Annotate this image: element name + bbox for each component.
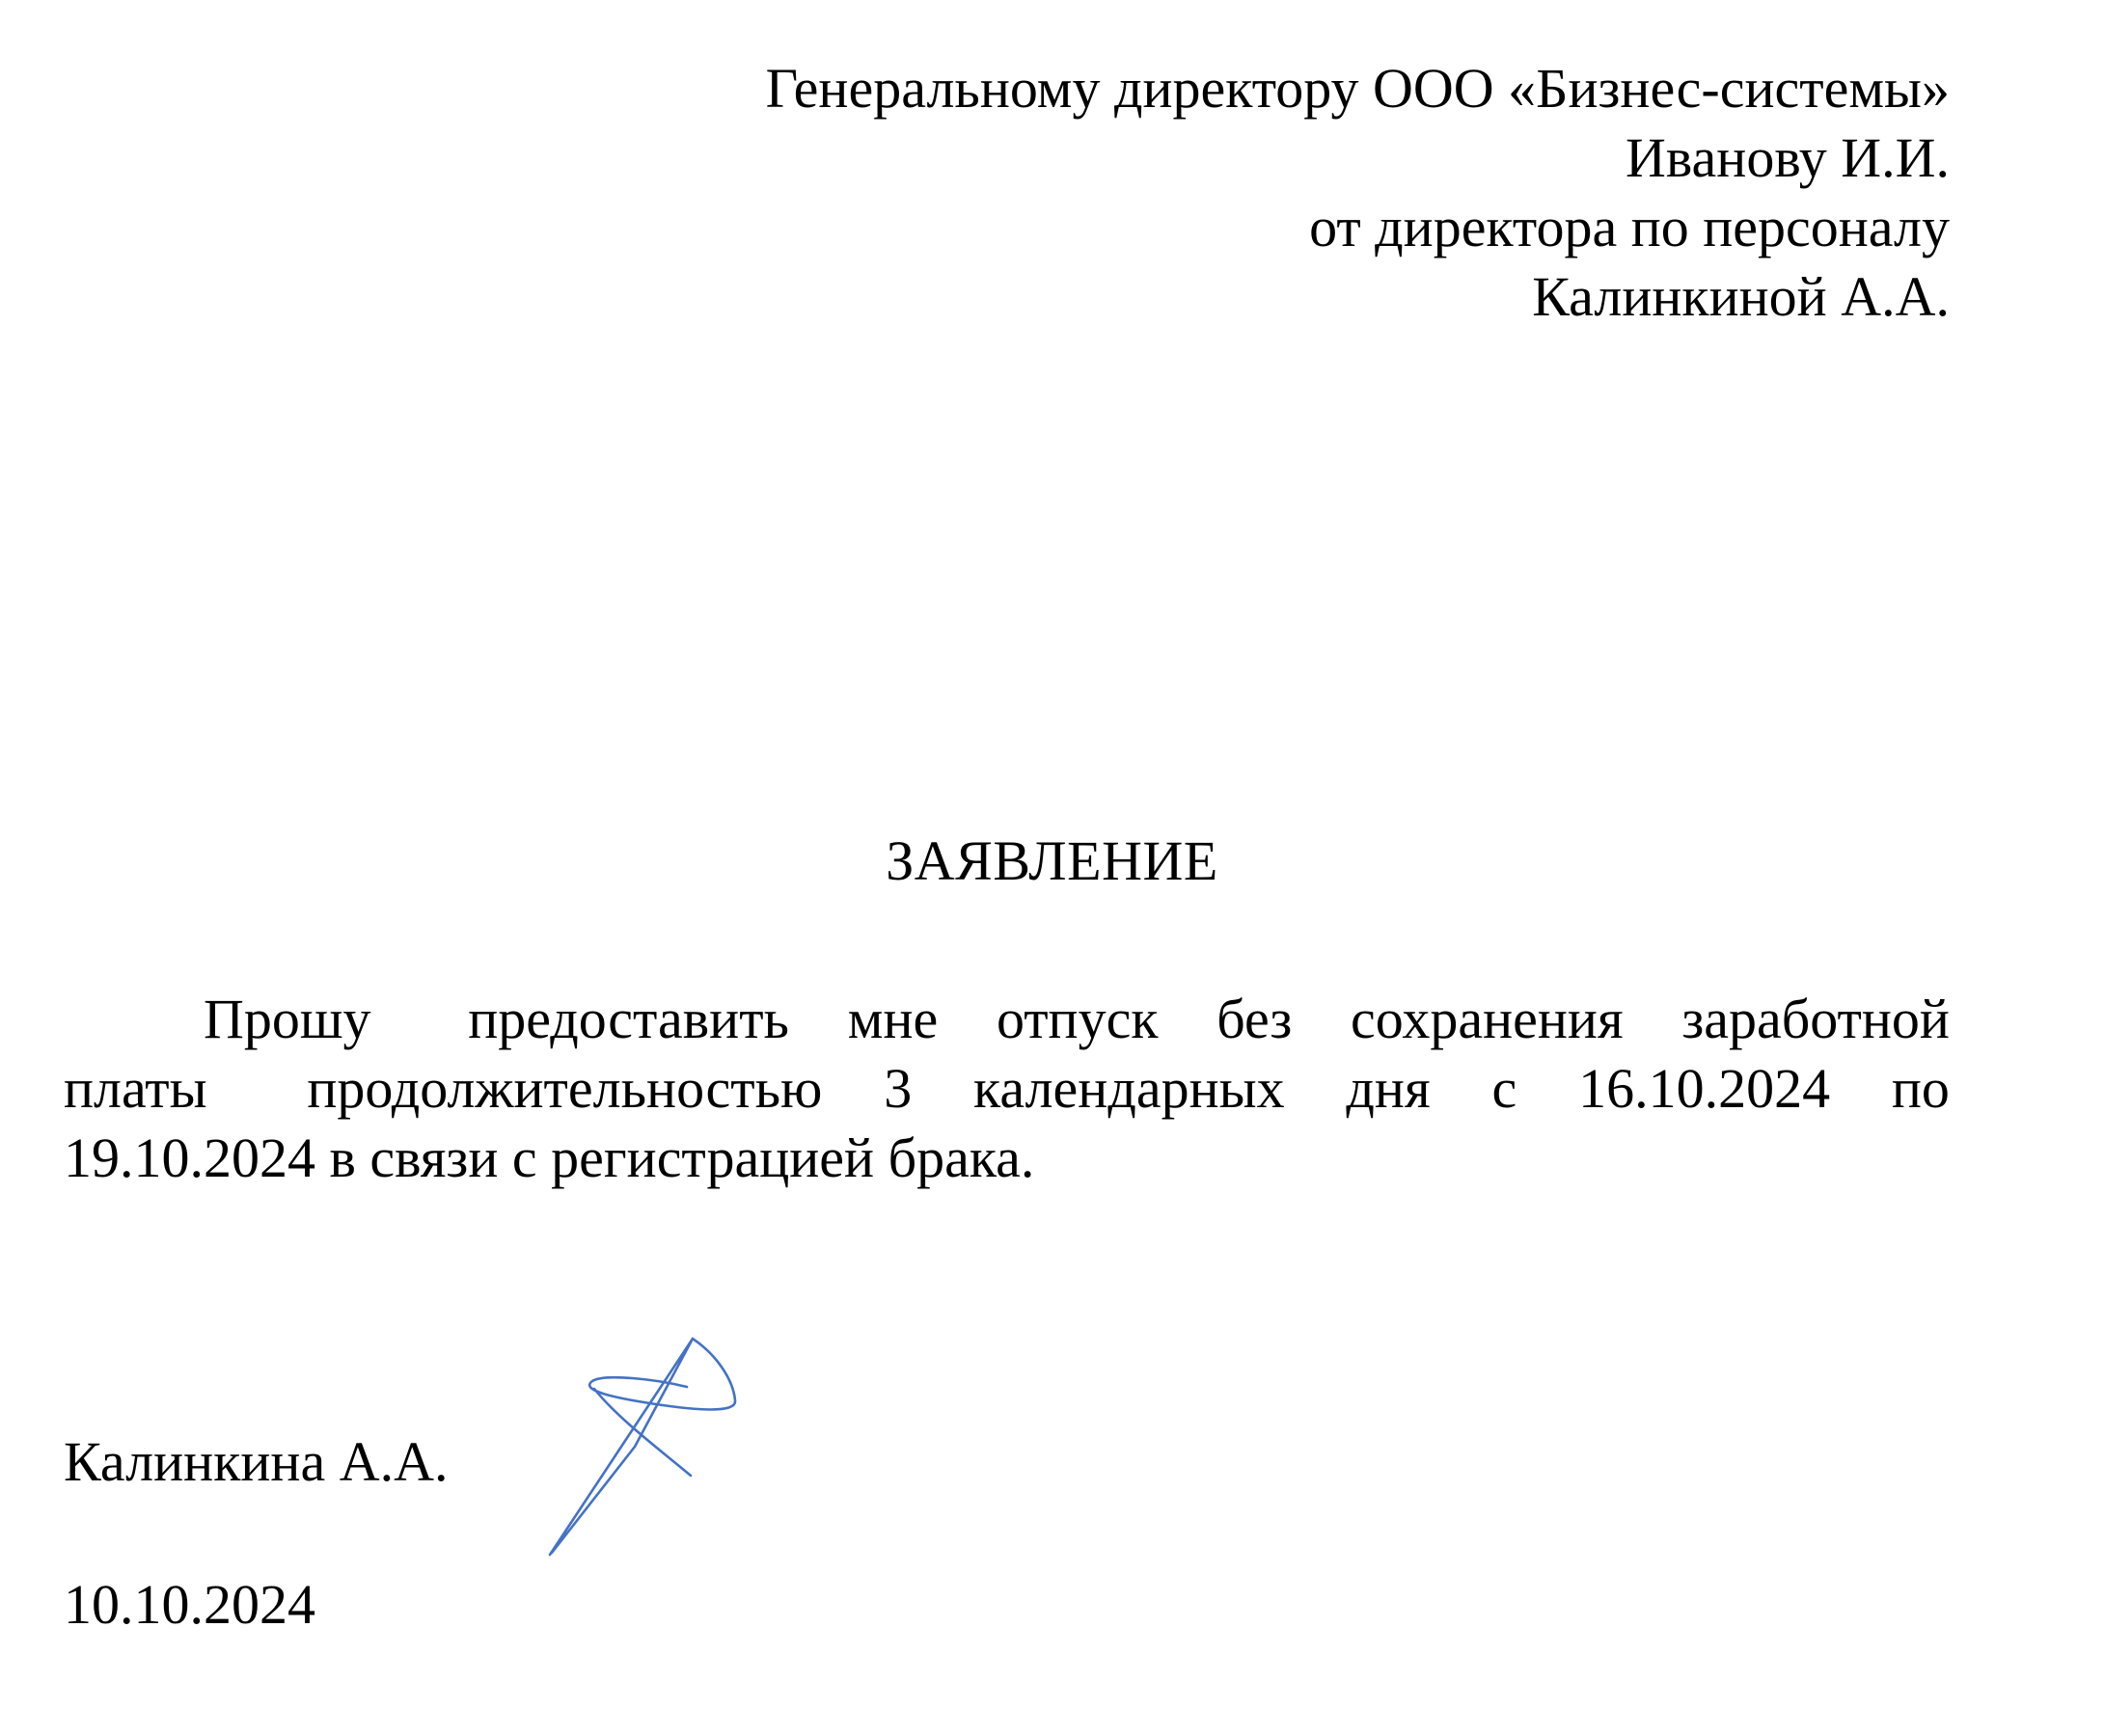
statement-word: 3: [884, 1057, 913, 1120]
statement-word: отпуск: [996, 988, 1159, 1050]
addressee-line-1: Генеральному директору ООО «Бизнес-системы»: [765, 57, 1950, 120]
statement-line-2: [64, 1054, 1950, 1124]
sender-line-2: Калинкиной А.А.: [1532, 265, 1950, 328]
statement-word: с: [1491, 1057, 1517, 1120]
statement-word: мне: [847, 988, 939, 1050]
sender-line-1: от директора по персоналу: [1309, 196, 1950, 258]
statement-word: предоставить: [468, 988, 790, 1050]
statement-word: без: [1216, 988, 1293, 1050]
signer-name: Калинкина А.А.: [64, 1430, 449, 1493]
statement-word: 16.10.2024: [1578, 1057, 1831, 1120]
document-title: ЗАЯВЛЕНИЕ: [886, 829, 1218, 892]
statement-word: календарных: [973, 1057, 1285, 1120]
statement-word: платы: [64, 1057, 207, 1120]
statement-word: продолжительностью: [307, 1057, 823, 1120]
statement-word: дня: [1346, 1057, 1431, 1120]
statement-word: по: [1891, 1057, 1950, 1120]
addressee-line-2: Иванову И.И.: [1626, 126, 1950, 189]
statement-word: заработной: [1681, 988, 1950, 1050]
signature-icon: [540, 1331, 772, 1562]
addressee-block: [599, 54, 1950, 332]
statement-line-3: 19.10.2024 в связи с регистрацией брака.: [64, 1126, 1035, 1189]
statement-body: [64, 985, 1950, 1193]
statement-word: сохранения: [1351, 988, 1624, 1050]
statement-line-1: [64, 985, 1950, 1054]
document-date: 10.10.2024: [64, 1573, 315, 1636]
statement-word: Прошу: [204, 988, 371, 1050]
